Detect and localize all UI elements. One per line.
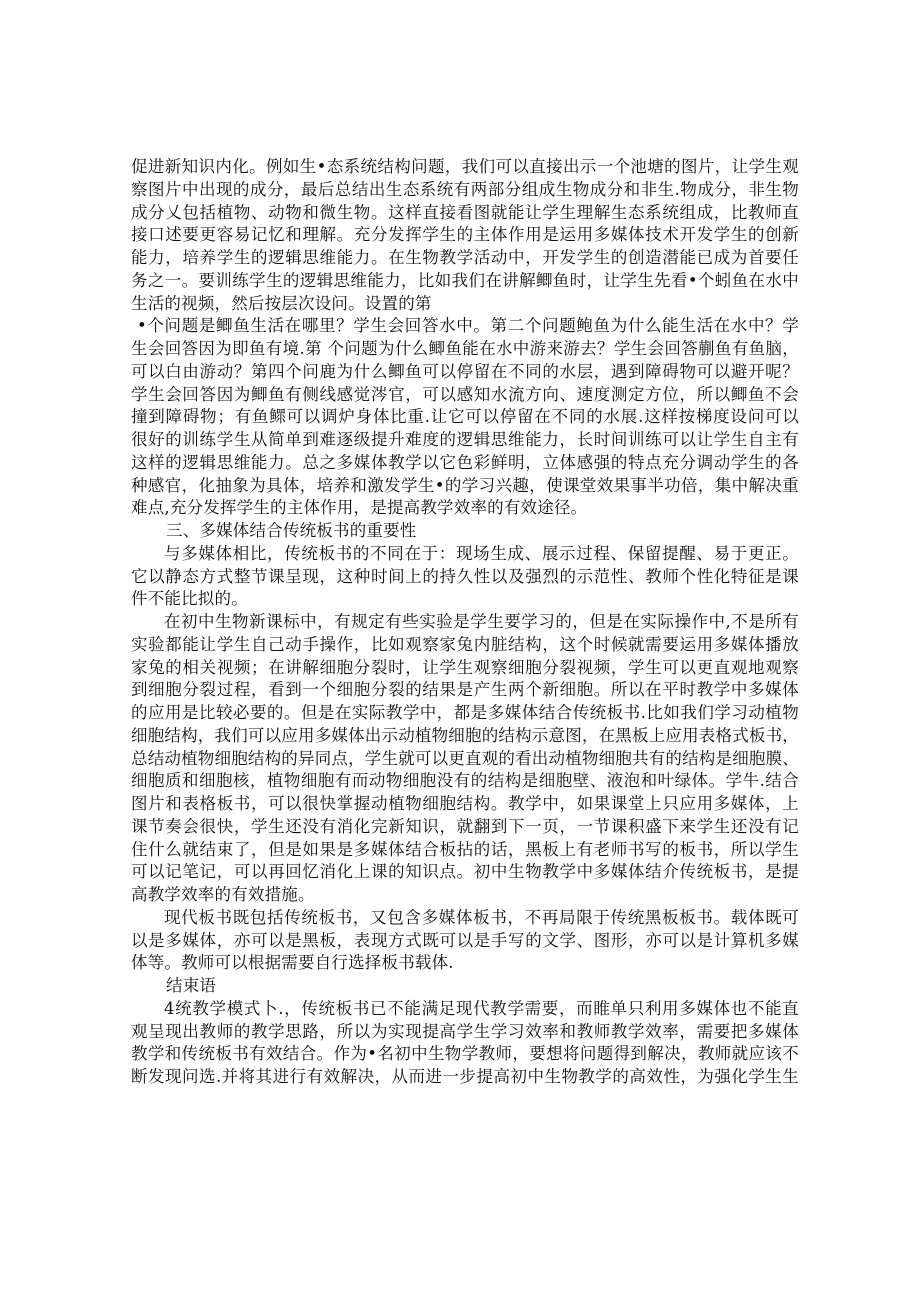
text-line: 务之一。要训练学生的逻辑思维能力，比如我们在讲解鲫鱼时，让学生先看•个蚓鱼在水中 bbox=[131, 270, 799, 290]
text-line: 总结动植物细胞结构的异同点，学生就可以更直观的看出动植物细胞共有的结构是细胞膜、 bbox=[131, 748, 799, 768]
text-line: 生会回答因为即鱼有境.第 个问题为什么鲫鱼能在水中游来游去？学生会回答蒯鱼有鱼脑， bbox=[131, 339, 799, 358]
text-line: 学生会回答因为鲫鱼有侧线感觉涔官，可以感知水流方向、速度测定方位，所以鲫鱼不会 bbox=[131, 384, 799, 404]
text-line: 高教学效率的有效措施。 bbox=[131, 885, 315, 904]
text-line: 这样的逻辑思维能力。总之多媒体教学以它色彩鲜明，立体感强的特点充分调动学生的各 bbox=[131, 452, 799, 472]
text-line: 到细胞分裂过程，看到一个细胞分裂的结果是产生两个新细胞。所以在平时教学中多媒体 bbox=[131, 680, 799, 700]
text-line: 课节奏会很快，学生还没有消化完新知识，就翻到下一页，一节课积盛下来学生还没有记 bbox=[131, 816, 799, 836]
text-line: 接口述要更容易记忆和理解。充分发挥学生的主体作用是运用多媒体技术开发学生的创新 bbox=[131, 225, 799, 245]
text-line: 件不能比拟的。 bbox=[131, 589, 248, 609]
text-line: 可以白由游动？第四个问鹿为什么鲫鱼可以停留在不同的水层，遇到障碍物可以避开呢？ bbox=[131, 361, 799, 381]
document-page bbox=[131, 156, 799, 1089]
text-line: 细胞质和细胞核，植物细胞有而动物细胞没有的结构是细胞壁、液泡和叶绿体。学牛.结合 bbox=[131, 771, 799, 791]
text-line: 与多媒体相比，传统板书的不同在于：现场生成、展示过程、保留提醒、易于更正。 bbox=[164, 543, 799, 563]
text-line: 它以静态方式整节课呈现，这种时间上的持久性以及强烈的示范性、教师个性化特征是课 bbox=[131, 566, 799, 586]
text-line: 住什么就结束了，但是如果是多媒体结合板拈的话，黑板上有老师书写的板书，所以学生 bbox=[131, 839, 799, 859]
text-line: 教学和传统板书有效结合。作为•名初中生物学教师，要想将问题得到解决，教师就应该不 bbox=[131, 1044, 799, 1064]
text-line: 实验都能让学生自己动手操作，比如观察家兔内脏结构，这个时候就需要运用多媒体播放 bbox=[131, 634, 799, 654]
text-line: 图片和表格板书，可以很快掌握动植物细胞结构。教学中，如果课堂上只应用多媒体，上 bbox=[131, 794, 799, 813]
text-line: 促进新知识内化。例如生•态系统结构问题，我们可以直接出示一个池塘的图片，让学生观 bbox=[131, 157, 799, 176]
text-line: 以是多媒体，亦可以是黑板，表现方式既可以是手写的文学、图形，亦可以是计算机多媒 bbox=[131, 930, 799, 950]
text-line: 很好的训练学生从简单到难逐级提升难度的逻辑思维能力，长时间训练可以让学生自主有 bbox=[131, 430, 799, 449]
text-line: 细胞结构，我们可以应用多媒体出示动植物细胞的结构示意图，在黑板上应用表格式板书， bbox=[131, 725, 799, 745]
text-line: 的应用是比较必要的。但是在实际教学中，都是多媒体结合传统板书.比如我们学习动植物 bbox=[131, 703, 799, 722]
text-line: 在初中生物新课标中，有规定有些实验是学生要学习的，但是在实际操作中,不是所有 bbox=[164, 612, 799, 631]
text-line: 现代板书既包括传统板书，又包含多媒体板书，不再局限于传统黑板板书。载体既可 bbox=[164, 907, 799, 927]
text-line: 观呈现出教师的教学思路，所以为实现提高学生学习效率和教师教学效率，需要把多媒体 bbox=[131, 1021, 799, 1041]
text-line: 家兔的相关视频；在讲解细胞分裂时，让学生观察细胞分裂视频，学生可以更直观地观察 bbox=[131, 657, 799, 677]
section-heading: 结束语 bbox=[166, 976, 217, 995]
text-line: 成分乂包括植物、动物和微生物。这样直接看图就能让学生理解生态系统组成，比教师直 bbox=[131, 202, 799, 222]
text-line: 4统教学模式卜.，传统板书已不能满足现代教学需要，而睢单只利用多媒体也不能直 bbox=[164, 998, 799, 1018]
text-line: 生活的视频，然后按层次设问。设置的第 bbox=[131, 293, 432, 313]
text-line: 体等。教师可以根据需要自行选择板书载体. bbox=[131, 953, 454, 973]
text-line: 能力，培养学生的逻辑思维能力。在生物教学活动中，开发学生的创造潜能已成为首要任 bbox=[131, 248, 799, 267]
text-line: 撞到障碍物；有鱼鳏可以调炉身体比重.让它可以停留在不同的水展.这样按梯度设问可以 bbox=[131, 407, 799, 427]
text-line: 断发现问选.并将其进行有效解决，从而进一步提高初中生物教学的高效性，为强化学生生 bbox=[131, 1067, 799, 1086]
text-line: •个问题是鲫鱼生活在哪里？学生会回答水中。第二个问题鲍鱼为什么能生活在水中？学 bbox=[137, 316, 799, 336]
text-line: 可以记笔记，可以再回忆消化上课的知识点。初中生物教学中多媒体结介传统板书，是提 bbox=[131, 862, 799, 882]
text-line: 难点,充分发挥学生的主体作用，是提高教学效率的有效途径。 bbox=[131, 498, 588, 518]
text-line: 种感官，化抽象为具体，培养和激发学生•的学习兴趣，使课堂效果事半功倍，集中解决重 bbox=[131, 475, 799, 495]
section-heading: 三、多媒体结合传统板书的重要性 bbox=[166, 521, 417, 540]
text-line: 察图片中出现的成分，最后总结出生态系统有两部分组成生物成分和非生.物成分，非生物 bbox=[131, 179, 799, 199]
